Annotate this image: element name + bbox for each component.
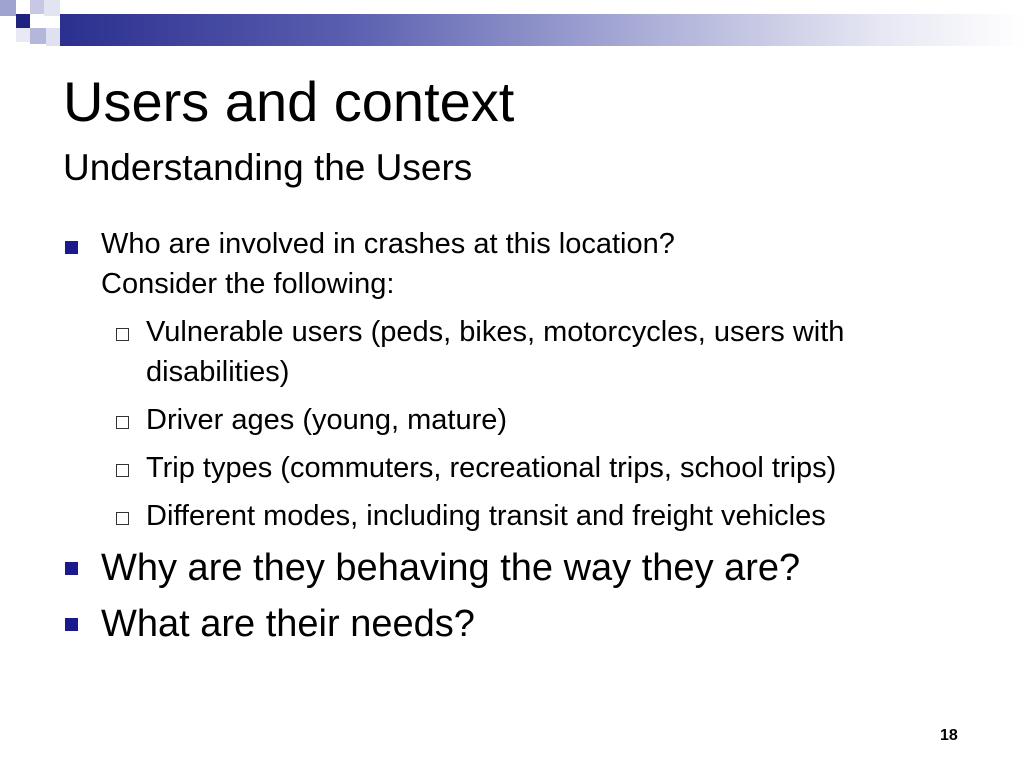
deco-square bbox=[16, 28, 30, 42]
sub-bullet-item bbox=[63, 312, 983, 392]
page-number: 18 bbox=[940, 727, 958, 744]
slide-title: Users and context bbox=[63, 70, 515, 133]
sub-bullet-item bbox=[63, 400, 983, 440]
deco-square bbox=[44, 0, 60, 16]
sub-bullet-item bbox=[63, 496, 983, 536]
bullet-item bbox=[63, 600, 983, 648]
sub-bullet-text: Different modes, including transit and freight vehicles bbox=[146, 500, 826, 532]
bullet-text: Why are they behaving the way they are? bbox=[101, 547, 801, 589]
bullet-text-line: Who are involved in crashes at this location? bbox=[101, 228, 675, 260]
bullet-text-line: Consider the following: bbox=[101, 268, 395, 300]
bullet-text: What are their needs? bbox=[101, 603, 475, 645]
square-bullet-icon bbox=[65, 562, 78, 575]
hollow-square-bullet-icon bbox=[116, 416, 129, 429]
deco-square bbox=[46, 28, 60, 46]
hollow-square-bullet-icon bbox=[116, 464, 129, 477]
deco-square bbox=[30, 28, 46, 44]
sub-bullet-text: Trip types (commuters, recreational trips, school trips) bbox=[146, 452, 837, 484]
sub-bullet-text: Driver ages (young, mature) bbox=[146, 404, 508, 436]
deco-square bbox=[0, 0, 16, 16]
sub-bullet-item bbox=[63, 448, 983, 488]
bullet-item bbox=[63, 224, 983, 304]
square-bullet-icon bbox=[65, 241, 78, 254]
hollow-square-bullet-icon bbox=[116, 512, 129, 525]
bullet-list bbox=[63, 224, 983, 648]
header-decoration bbox=[0, 0, 1024, 60]
deco-square bbox=[16, 14, 30, 28]
slide-subtitle: Understanding the Users bbox=[63, 147, 473, 188]
header-gradient-bar bbox=[60, 14, 1024, 46]
deco-square bbox=[30, 0, 44, 14]
sub-bullet-text: Vulnerable users (peds, bikes, motorcycles, users with disabilities) bbox=[146, 316, 845, 388]
bullet-item bbox=[63, 544, 983, 592]
hollow-square-bullet-icon bbox=[116, 328, 129, 341]
square-bullet-icon bbox=[65, 618, 78, 631]
